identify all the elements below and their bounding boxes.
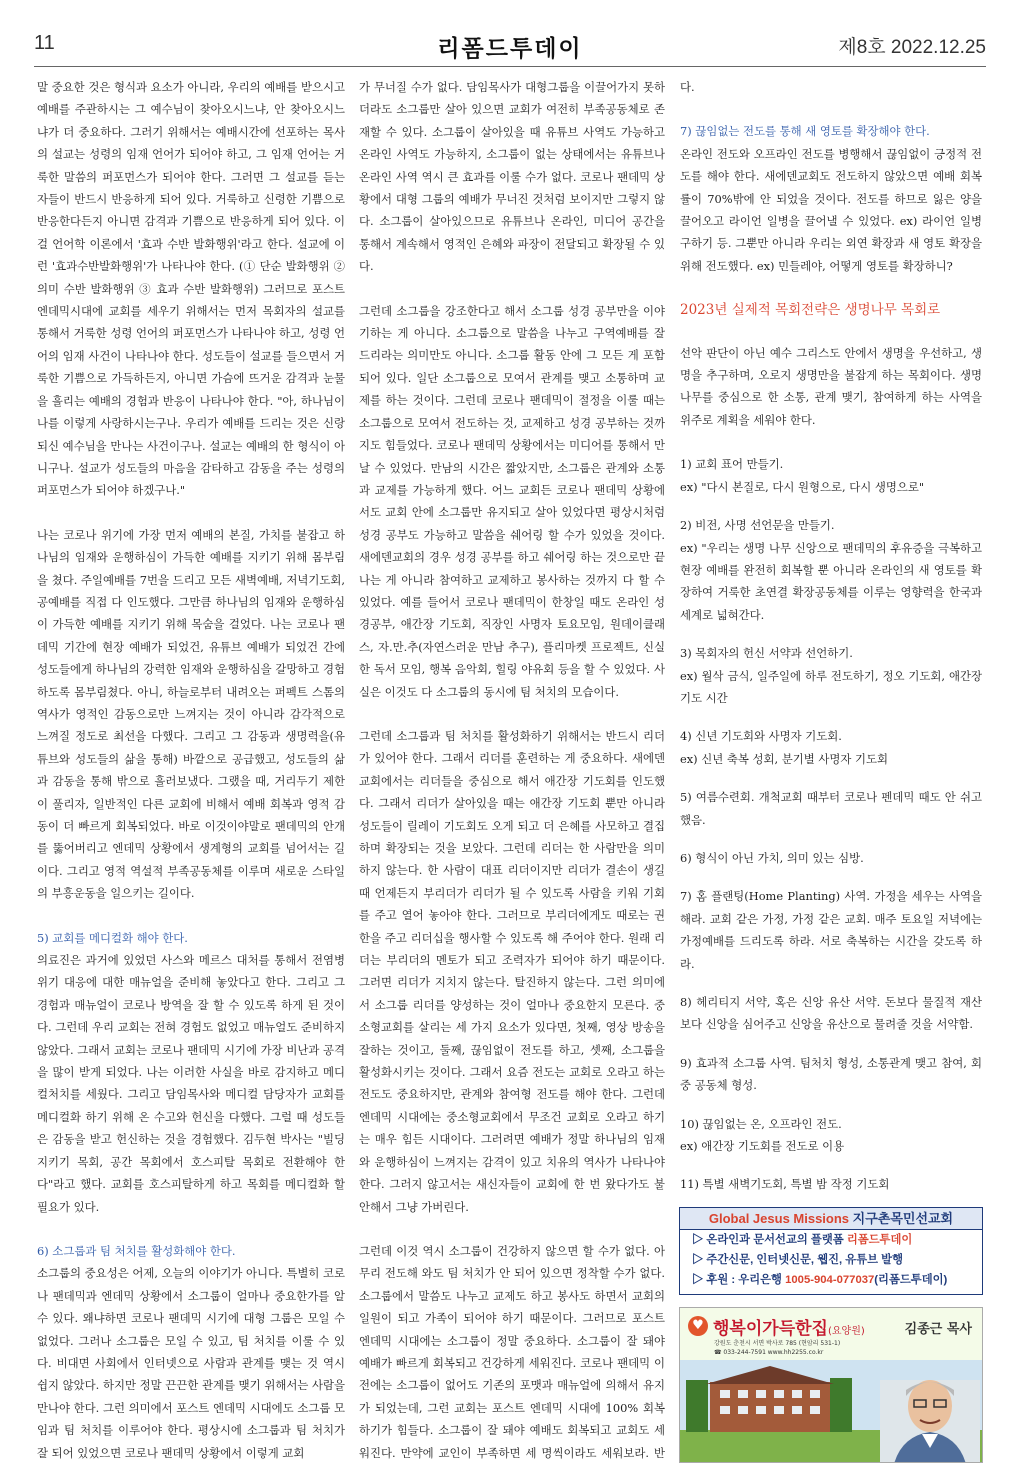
mission-name-en: Global Jesus Missions (708, 1211, 850, 1226)
paragraph: 그런데 이것 역시 소그룹이 건강하지 않으면 할 수가 없다. 아무리 전도해 와도 팀 처치가 안 되어 있으면 정착할 수가 없다. 소그룹에서 말씀도 나누고 교제도 하고 봉사도 하면서 교회의 일원이 되고 가족이 되어야 하기 때문이다. 그러므로 포스트 엔데믹 시대에는 소그룹이 정말 중요하다. 소그룹이 잘 돼야 예배가 빠르게 회복되고 건강하게 세워진다. 코로나 팬데믹 이전에는 소그룹이 없어도 기존의 포맷과 매뉴얼에 의해서 유지가 되었는데, 그런 교회는 포스트 엔데믹 시대에 100% 회복하기가 힘들다. 소그룹이 잘 돼야 예배도 회복되고 교회도 세워진다. 만약에 교인이 부족하면 세 명씩이라도 세워보라. 반 (359, 1243, 665, 1460)
column-2 (359, 76, 665, 1460)
column-3 (680, 76, 982, 1201)
strategy-item: 10) 끊임없는 온, 오프라인 전도. ex) 애간장 기도회를 전도로 이용 (680, 1116, 845, 1154)
heart-logo-icon: ♥ (688, 1316, 708, 1336)
mission-ad-title (680, 1208, 982, 1230)
paragraph: 소그룹의 중요성은 어제, 오늘의 이야기가 아니다. 특별히 코로나 팬데믹과 엔데믹 상황에서 소그룹이 얼마나 중요한가를 알 수 있다. 왜냐하면 코로나 팬데믹 시기에 대형 그룹은 모일 수 없었다. 그러나 소그룹은 모일 수 있고, 팀 처치를 이룰 수 있다. 비대면 사회에서 인터넷으로 사람과 관계를 맺는 것 역시 쉽지 않았다. 하지만 정말 끈끈한 관계를 맺기 위해서는 사람을 만나야 한다. 그런 의미에서 포스트 엔데믹 시대에도 소그룹 모임과 팀 처치를 이루어야 한다. 평상시에 소그룹과 팀 처치가 잘 되어 있었으면 코로나 팬데믹 상황에서 이렇게 교회 (37, 1266, 345, 1460)
paragraph: 온라인 전도와 오프라인 전도를 병행해서 끊임없이 긍정적 전도를 해야 한다. 새에덴교회도 전도하지 않았으면 예배 회복률이 70%밖에 안 되었을 것이다. 전도를 하므로 잃은 양을 끌어오고 라이언 일병을 끌어낼 수 있었다. ex) 라이언 일병 구하기 등. 그뿐만 아니라 우리는 외연 확장과 새 영토 확장을 위해 전도했다. ex) 민들레야, 어떻게 영토를 확장하니? (680, 146, 982, 273)
mission-ad-line: ▷ 온라인과 문서선교의 플랫폼 리폼드투데이 (692, 1234, 913, 1246)
strategy-item: 4) 신년 기도회와 사명자 기도회. ex) 신년 축복 성회, 분기별 사명자 기도회 (680, 729, 889, 766)
paragraph: 나는 코로나 위기에 가장 먼저 예배의 본질, 가치를 붙잡고 하나님의 임재와 운행하심이 가득한 예배를 지키기 위해 몸부림을 쳤다. 주일예배를 7번을 드리고 모든 새벽예배, 저녁기도회, 공예배를 직접 다 인도했다. 그만큼 하나님의 임재와 운행하심이 가득한 예배를 지키기 위해 목숨을 걸었다. 나는 코로나 팬데믹 기간에 현장 예배가 되었건, 유튜브 예배가 되었건 간에 성도들에게 하나님의 강력한 임재와 운행하심을 갈망하고 경험하도록 몸부림쳤다. 아니, 하늘로부터 내려오는 퍼펙트 스톰의 역사가 영적인 감동으로만 느껴지는 것이 아니라 감각적으로 느껴질 정도로 최선을 다했다. 그리고 그 감동과 생명력을(유튜브와 성도들의 삶을 통해) 바깥으로 공급했고, 성도들의 삶과 감동을 통해 밖으로 흘러보냈다. 그랬을 때, 거리두기 제한이 풀리자, 일반적인 다른 교회에 비해서 예배 회복과 영적 감동이 더 빠르게 회복되었다. 바로 이것이야말로 팬데믹의 안개를 뚫어버리고 엔데믹 상황에서 생계형의 교회를 넘어서는 길이다. 그리고 영적 역설적 부족공동체를 이루며 새로운 스타일의 부흥운동을 일으키는 길이다. (37, 527, 345, 901)
strategy-item: 6) 형식이 아닌 가치, 의미 있는 심방. (680, 850, 864, 865)
strategy-item: 11) 특별 새벽기도회, 특별 밤 작정 기도회 (680, 1177, 890, 1192)
section-heading-7: 7) 끊임없는 전도를 통해 새 영토를 확장해야 한다. (680, 124, 930, 139)
section-heading-5: 5) 교회를 메디컬화 해야 한다. (37, 930, 188, 945)
paragraph: 다. (680, 80, 695, 94)
building-photo (680, 1360, 983, 1463)
care-home-address: 강원도 춘천시 서면 박사로 785 (현암리 531-1) ☎ 033-244-7591 www.hh2255.co.kr (714, 1340, 841, 1356)
paragraph: 가 무너질 수가 없다. 담임목사가 대형그룹을 이끌어가지 못하더라도 소그룹만 살아 있으면 교회가 여전히 부족공동체로 존재할 수 있다. 소그룹이 살아있을 때 유튜브 사역도 가능하고 온라인 사역도 가능하지, 소그룹이 없는 상태에서는 유튜브나 온라인 사역 역시 큰 효과를 이룰 수가 없다. 코로나 팬데믹 상황에서 대형 그룹의 예배가 무너진 것처럼 보이지만 그렇지 않다. 소그룹이 살아있으므로 유튜브나 온라인, 미디어 공간을 통해서 계속해서 영적인 은혜와 파장이 전달되고 확장될 수 있다. (359, 80, 665, 274)
paragraph: 그런데 소그룹과 팀 처치를 활성화하기 위해서는 반드시 리더가 있어야 한다. 그래서 리더를 훈련하는 게 중요하다. 새에덴교회에서는 리더들을 중심으로 해서 애간장 기도회를 인도했다. 그래서 리더가 살아있을 때는 애간장 기도회 뿐만 아니라 성도들이 릴레이 기도회도 오게 되고 더 은혜를 사모하고 결집하며 확장되는 것을 보았다. 그런데 리더는 한 사람만을 의미하지 않는다. 한 사람이 대표 리더이지만 리더가 결손이 생길 때 언제든지 부리더가 리더가 될 수 있도록 사람을 키워 기회를 주고 열어 놓아야 한다. 그러므로 부리더에게도 때로는 권한을 주고 리더십을 행사할 수 있도록 해 주어야 한다. 원래 리더는 부리더의 멘토가 되고 조력자가 되어야 하기 때문이다. 그러면 리더가 지치지 않는다. 탈진하지 않는다. 그런 의미에서 소그룹 리더를 양성하는 것이 얼마나 중요한지 모른다. 중소형교회를 살리는 세 가지 요소가 있다면, 첫째, 영상 방송을 잘하는 것이고, 둘째, 끊임없이 전도를 하고, 셋째, 소그룹을 활성화시키는 것이다. 그래서 요즘 전도는 교회로 오라고 하는 전도도 중요하지만, 관계와 참여형 전도를 해야 한다. 그런데 엔데믹 시대에는 중소형교회에서 무조건 교회로 오라고 하기는 매우 힘든 시대이다. 그러려면 예배가 정말 하나님의 임재와 운행하심이 느껴지는 감격이 있고 치유의 역사가 나타나야 한다. 그러지 않고서는 새신자들이 교회에 한 번 왔다가도 불안해서 그냥 가버린다. (359, 728, 665, 1214)
care-home-ad (679, 1307, 983, 1463)
mission-ad (679, 1207, 983, 1295)
page-number: 11 (34, 32, 55, 54)
publication-title: 리폼드투데이 (437, 36, 583, 62)
issue-date: 제8호 2022.12.25 (838, 37, 986, 58)
strategy-item: 5) 여름수련회. 개척교회 때부터 코로나 펜데믹 때도 안 쉬고 했음. (680, 790, 982, 827)
strategy-item: 8) 헤리티지 서약, 혹은 신앙 유산 서약. 돈보다 물질적 재산보다 신앙을 심어주고 신앙을 유산으로 물려줄 것을 서약함. (680, 995, 982, 1032)
paragraph: 선악 판단이 아닌 예수 그리스도 안에서 생명을 우선하고, 생명을 추구하며, 오로지 생명만을 불잡게 하는 목회이다. 생명 나무를 중심으로 한 소통, 관계 맺기, 참여하게 하는 사역을 위주로 계획을 세워야 한다. (680, 345, 982, 427)
strategy-item: 1) 교회 표어 만들기. ex) "다시 본질로, 다시 원형으로, 다시 생명으로" (680, 457, 925, 494)
section-heading-6: 6) 소그룹과 팀 처치를 활성화해야 한다. (37, 1243, 236, 1258)
mission-name-ko: 지구촌목민선교회 (852, 1211, 954, 1226)
strategy-item: 3) 목회자의 헌신 서약과 선언하기. ex) 월삭 금식, 일주일에 하루 전도하기, 정오 기도회, 애간장 기도 시간 (680, 646, 982, 705)
paragraph: 의료진은 과거에 있었던 사스와 메르스 대처를 통해서 전염병 위기 대응에 대한 매뉴얼을 준비해 놓았다고 한다. 그리고 그 경험과 매뉴얼이 코로나 방역을 잘 할 수 있도록 하게 된 것이다. 그런데 우리 교회는 전혀 경험도 없었고 매뉴얼도 준비하지 않았다. 그래서 교회는 코로나 팬데믹 시기에 가장 비난과 공격을 많이 받게 되었다. 나는 이러한 사실을 바로 감지하고 메디컬처치를 세웠다. 그리고 담임목사와 메디컬 담당자가 교회를 메디컬화 하기 위해 온 수고와 헌신을 다했다. 그럴 때 성도들은 감동을 받고 헌신하는 것을 경험했다. 김두현 박사는 "빌딩 지키기 목회, 공간 목회에서 호스피탈 목회로 전환해야 한다"라고 했다. 교회를 호스피탈하게 하고 목회를 메디컬화 할 필요가 있다. (37, 953, 345, 1214)
column-1 (37, 76, 345, 1460)
mission-ad-line: ▷ 주간신문, 인터넷신문, 웹진, 유튜브 발행 (692, 1254, 904, 1266)
strategy-item: 9) 효과적 소그룹 사역. 팀처치 형성, 소통관계 맺고 참여, 회중 공동체 형성. (680, 1055, 982, 1093)
paragraph: 말 중요한 것은 형식과 요소가 아니라, 우리의 예배를 받으시고 예배를 주관하시는 그 예수님이 찾아오시느냐, 안 찾아오시느냐가 더 중요하다. 그러기 위해서는 예배시간에 선포하는 목사의 설교는 성령의 임재 언어가 되어야 하고, 그 임재 언어는 거룩한 말씀의 퍼포먼스가 되어야 한다. 그러면 그 설교를 듣는 자들이 반드시 반응하게 되어 있다. 거룩하고 신령한 기쁨으로 반응한다든지 아니면 감격과 기쁨으로 반응하게 되어 있다. 이걸 언어학 이론에서 '효과 수반 발화행위'라고 한다. 설교에 이런 '효과수반발화행위'가 나타나야 한다. (① 단순 발화행위 ② 의미 수반 발화행위 ③ 효과 수반 발화행위) 그러므로 포스트 엔데믹시대에 교회를 세우기 위해서는 먼저 목회자의 설교를 통해서 거룩한 성령 언어의 퍼포먼스가 나타나야 하고, 성령 언어의 임재 사건이 나타나야 한다. 성도들이 설교를 들으면서 거룩한 기쁨으로 가득하든지, 아니면 가슴에 뜨거운 감격과 눈물을 흘리는 예배의 경험과 반응이 나타나야 한다. "아, 하나님이 나를 이렇게 사랑하시는구나. 우리가 예배를 드리는 것은 신랑되신 예수님을 만나는 사건이구나. 설교는 예배의 한 형식이 아니구나. 설교가 성도들의 마음을 감타하고 감동을 주는 성령의 퍼포먼스가 되어야 하겠구나." (37, 80, 345, 498)
paragraph: 그런데 소그룹을 강조한다고 해서 소그룹 성경 공부만을 이야기하는 게 아니다. 소그룹으로 말씀을 나누고 구역예배를 잘 드리라는 의미만도 아니다. 소그룹 활동 안에 그 모든 게 포함되어 있다. 일단 소그룹으로 모여서 관계를 맺고 소통하며 교제를 하는 것이다. 그런데 코로나 팬데믹이 절정을 이룰 때는 소그룹으로 모여서 전도하는 것, 교제하고 성경 공부하는 것까지도 힘들었다. 코로나 팬데믹 상황에서는 미디어를 통해서 만날 수 있었다. 만남의 시간은 짧았지만, 소그룹은 관계와 소통과 교제를 가능하게 했다. 어느 교회든 코로나 팬데믹 상황에서도 교회 안에 소그룹만 유지되고 살아 있었다면 평상시처럼 성경 공부도 가능하고 말씀을 쉐어링 할 수가 있었을 것이다. 새에덴교회의 경우 성경 공부를 하고 쉐어링 하는 것으로만 끝나는 게 아니라 참여하고 교제하고 봉사하는 것까지 다 할 수 있었다. 예를 들어서 코로나 팬데믹이 한창일 때도 온라인 성경공부, 애간장 기도회, 직장인 사명자 토요모임, 원데이클래스, 자.만.추(자연스러운 만남 추구), 플리마켓 프로젝트, 신실한 독서 모임, 행복 음악회, 힐링 야유회 등을 할 수 있었다. 사실은 이것도 다 소그룹의 동시에 팀 처치의 모습이다. (359, 303, 665, 699)
page-header (34, 30, 986, 64)
strategy-item: 2) 비전, 사명 선언문을 만들기. ex) "우리는 생명 나무 신앙으로 팬데믹의 후유증을 극복하고 현장 예배를 완전히 회복할 뿐 아니라 온라인의 새 영토를 확장하여 거룩한 초연결 확장공동체를 이루는 영향력을 한국과 세계로 넓혀간다. (680, 518, 982, 622)
mission-ad-line: ▷ 후원 : 우리은행 1005-904-077037(리폼드투데이) (692, 1274, 948, 1286)
header-divider (34, 66, 986, 67)
care-home-name: 행복이가득한집(요양원) (713, 1319, 865, 1339)
pastor-name: 김종근 목사 (904, 1322, 972, 1337)
strategy-heading: 2023년 실제적 목회전략은 생명나무 목회로 (680, 302, 941, 319)
strategy-list (680, 453, 982, 1201)
strategy-item: 7) 홈 플랜팅(Home Planting) 사역. 가정을 세우는 사역을 해라. 교회 같은 가정, 가정 같은 교회. 매주 토요일 저녁에는 가정예배를 드리도록 하라. 서로 축복하는 시간을 갖도록 하라. (680, 889, 982, 971)
